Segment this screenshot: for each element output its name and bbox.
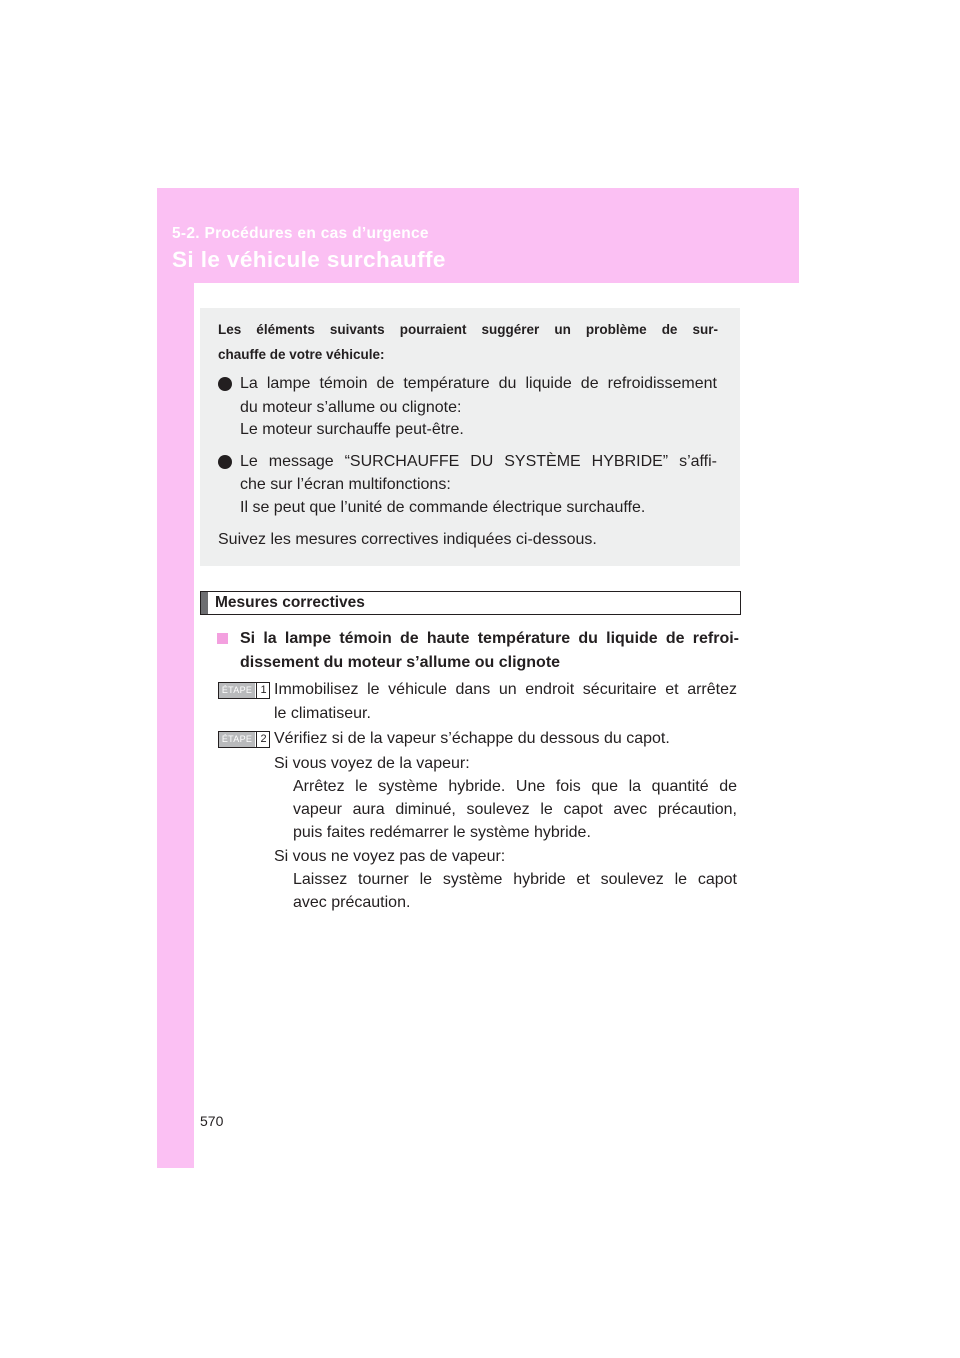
case-no-steam-label: Si vous ne voyez pas de vapeur: [274, 848, 506, 865]
subhead-line-2: dissement du moteur s’allume ou clignote [240, 654, 561, 671]
side-tab-strip [157, 283, 194, 1168]
case-steam-line-1: Arrêtez le système hybride. Une fois que la quantité de [293, 778, 737, 795]
intro-closing: Suivez les mesures correctives indiquées ci-dessous. [218, 531, 597, 548]
bullet-2-line-1: Le message “SURCHAUFFE DU SYSTÈME HYBRIDE” s’affi- [240, 453, 717, 470]
step-badge-word: ÉTAPE [219, 732, 255, 747]
step-badge [218, 731, 270, 748]
step-1-line-2: le climatiseur. [274, 705, 371, 722]
section-title: Mesures correctives [215, 594, 365, 611]
bullet-dot-icon [218, 377, 232, 391]
step-2-line-1: Vérifiez si de la vapeur s’échappe du dessous du capot. [274, 730, 670, 747]
intro-heading-line-1: Les éléments suivants pourraient suggérer un problème de sur- [218, 322, 718, 337]
bullet-1-line-1: La lampe témoin de température du liquide de refroidissement [240, 375, 717, 392]
bullet-1-line-2: du moteur s’allume ou clignote: [240, 399, 462, 416]
case-steam-line-2: vapeur aura diminué, soulevez le capot avec précaution, [293, 801, 737, 818]
step-badge-number: 1 [256, 683, 270, 698]
step-1-line-1: Immobilisez le véhicule dans un endroit sécuritaire et arrêtez [274, 681, 737, 698]
case-steam-line-3: puis faites redémarrer le système hybride. [293, 824, 591, 841]
subhead-line-1: Si la lampe témoin de haute température du liquide de refroi- [240, 630, 739, 647]
page-title: Si le véhicule surchauffe [172, 247, 446, 272]
step-badge-number: 2 [256, 732, 270, 747]
case-steam-label: Si vous voyez de la vapeur: [274, 755, 470, 772]
section-bar-accent [201, 592, 208, 614]
step-badge-word: ÉTAPE [219, 683, 255, 698]
case-no-steam-line-1: Laissez tourner le système hybride et soulevez le capot [293, 871, 737, 888]
bullet-2-line-3: Il se peut que l’unité de commande électrique surchauffe. [240, 499, 646, 516]
bullet-2-line-2: che sur l’écran multifonctions: [240, 476, 451, 493]
square-bullet-icon [217, 633, 228, 644]
page-number: 570 [200, 1113, 224, 1129]
intro-heading-line-2: chauffe de votre véhicule: [218, 347, 385, 362]
bullet-dot-icon [218, 455, 232, 469]
bullet-1-line-3: Le moteur surchauffe peut-être. [240, 421, 464, 438]
section-header-bar [200, 591, 741, 615]
step-badge [218, 682, 270, 699]
section-label: 5-2. Procédures en cas d’urgence [172, 225, 429, 242]
case-no-steam-line-2: avec précaution. [293, 894, 411, 911]
